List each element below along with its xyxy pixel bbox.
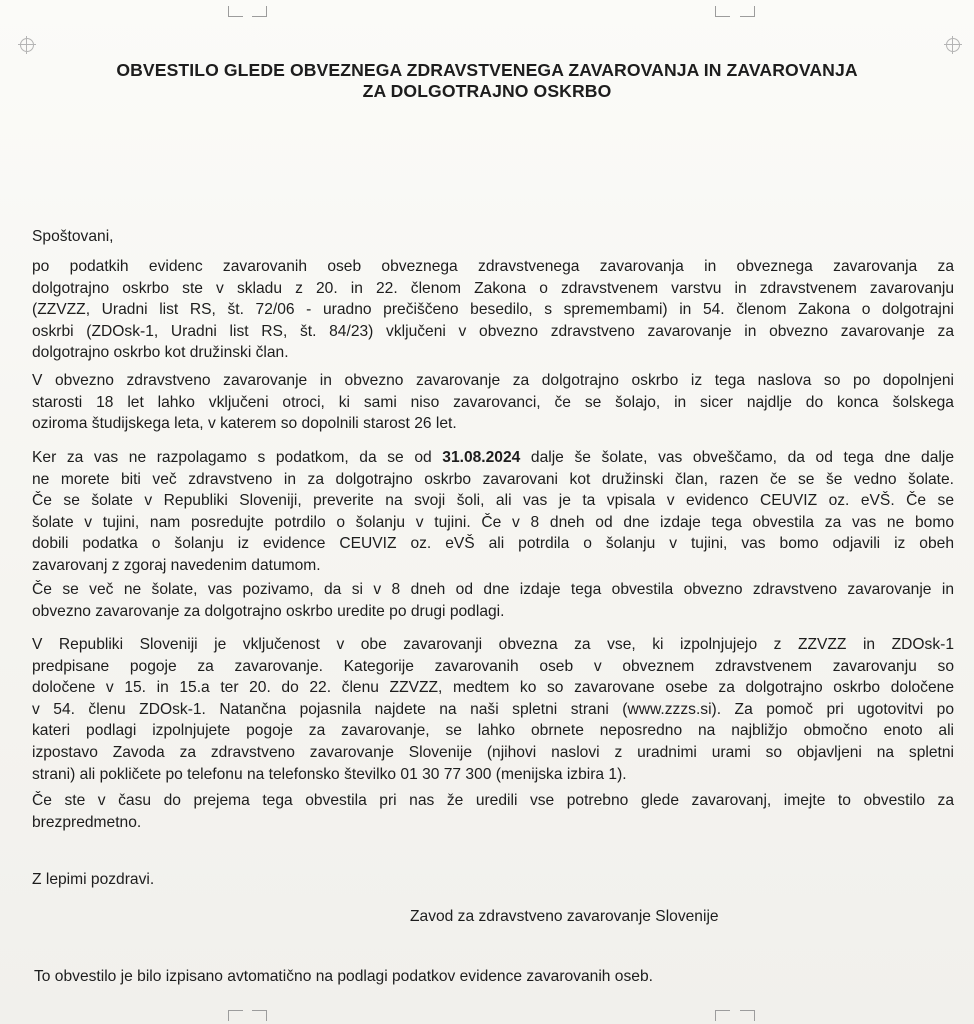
text-line: V obvezno zdravstveno zavarovanje in obvezno zavarovanje za dolgotrajno oskrbo iz tega naslova so po dopolnjeni [32,372,954,389]
crop-mark [715,6,730,17]
text-line: zavarovanj z zgoraj navedenim datumom. [32,556,321,574]
title-line: OBVESTILO GLEDE OBVEZNEGA ZDRAVSTVENEGA ZAVAROVANJA IN ZAVAROVANJA [116,60,858,80]
deadline-date: 31.08.2024 [442,449,521,466]
text-line: predpisane pogoje za zavarovanje. Kategorije zavarovanih oseb v obveznem zdravstvenem zavarovanju so [32,657,954,675]
footer-note: To obvestilo je bilo izpisano avtomatično na podlagi podatkov evidence zavarovanih oseb. [34,968,653,985]
paragraph-eligibility [32,370,954,435]
text-line: Če se šolate v Republiki Sloveniji, preverite na svoji šoli, ali vas je ta vpisala v evidenco CEUVIZ oz. eVŠ. Če se [32,492,954,510]
crop-mark [228,1010,243,1021]
text-line: izpostavo Zavoda za zdravstveno zavarovanje Slovenije (njihovi naslovi z uradnimi urami so objavljeni na spletni [32,743,954,761]
text-line: po podatkih evidenc zavarovanih oseb obveznega zdravstvenega zavarovanja in obveznega zavarovanja za [32,258,954,275]
paragraph-deadline-notice [32,447,954,577]
text-line: v 54. členu ZDOsk-1. Natančna pojasnila najdete na naši spletni strani (www.zzzs.si). Za pomoč pri ugotovitvi po [32,700,954,718]
text-line: (ZZVZZ, Uradni list RS, št. 72/06 - uradno prečiščeno besedilo, s spremembami) in 54. členom Zakona o dolgotrajni [32,301,954,319]
text-line: dolgotrajno oskrbo kot družinski član. [32,344,289,362]
text-line: brezpredmetno. [32,813,142,831]
closing [32,869,954,891]
text-line: obvezno zavarovanje za dolgotrajno oskrbo uredite po drugi podlagi. [32,602,505,620]
crop-mark [252,1010,267,1021]
paragraph-information [32,634,954,785]
title-line: ZA DOLGOTRAJNO OSKRBO [362,81,612,101]
text-line: Če ste v času do prejema tega obvestila pri nas že uredili vse potrebno glede zavarovanj, imejte to obvestilo za [32,792,954,809]
salutation [32,226,954,248]
text-line: določene v 15. in 15.a ter 20. do 22. členu ZZVZZ, medtem ko so zavarovane osebe za dolgotrajno oskrbo določene [32,679,954,697]
crop-mark [228,6,243,17]
text-line: starosti 18 let lahko vključeni otroci, ki sami niso zavarovanci, če se šolajo, in sicer najdlje do konca šolskega [32,393,954,411]
text-segment: dalje še šolate, vas obveščamo, da od tega dne dalje [520,449,955,466]
paragraph-insurance-basis [32,256,954,364]
text-line [32,447,954,469]
text-line: dolgotrajno oskrbo ste v skladu z 20. in 22. členom Zakona o zdravstvenem varstvu in zdravstvenem zavarovanju [32,279,954,297]
text-line: dobili podatka o šolanju iz evidence CEUVIZ oz. eVŠ ali potrdila o šolanju v tujini, vas bomo odjavili iz obeh [32,535,954,553]
registration-mark-icon [946,38,960,52]
institution-signature: Zavod za zdravstveno zavarovanje Slovenije [410,908,719,925]
closing-text: Z lepimi pozdravi. [32,871,155,888]
text-line: oskrbi (ZDOsk-1, Uradni list RS, št. 84/23) vključeni v obvezno zdravstveno zavarovanje in obvezno zavarovanje za [32,322,954,340]
crop-mark [252,6,267,17]
crop-mark [740,1010,755,1021]
text-line: V Republiki Sloveniji je vključenost v obe zavarovanji obvezna za vse, ki izpolnjujejo z ZZVZZ in ZDOsk-1 [32,636,954,653]
text-line: šolate v tujini, nam posredujte potrdilo o šolanju v tujini. Če v 8 dneh od dne izdaje tega obvestila za vas ne bomo [32,513,954,531]
registration-mark-icon [20,38,34,52]
document-title [20,60,954,102]
text-line: ne morete biti več zdravstveno in za dolgotrajno oskrbo zavarovani kot družinski član, razen če se še vedno šolate. [32,470,954,488]
text-segment: Ker za vas ne razpolagamo s podatkom, da se od [32,449,443,466]
crop-mark [740,6,755,17]
text-line: oziroma študijskega leta, v katerem so dopolnili starost 26 let. [32,415,457,433]
crop-mark [715,1010,730,1021]
paragraph-already-arranged [32,790,954,833]
salutation-text: Spoštovani, [32,228,114,245]
paragraph-not-studying [32,579,954,622]
text-line: kateri podlagi izpolnjujete pogoje za zavarovanje, se lahko obrnete neposredno na najbližjo območno enoto ali [32,722,954,740]
text-line: strani) ali pokličete po telefonu na telefonsko številko 01 30 77 300 (menijska izbira 1). [32,765,627,783]
text-line: Če se več ne šolate, vas pozivamo, da si v 8 dneh od dne izdaje tega obvestila obvezno zdravstveno zavarovanje in [32,581,954,598]
